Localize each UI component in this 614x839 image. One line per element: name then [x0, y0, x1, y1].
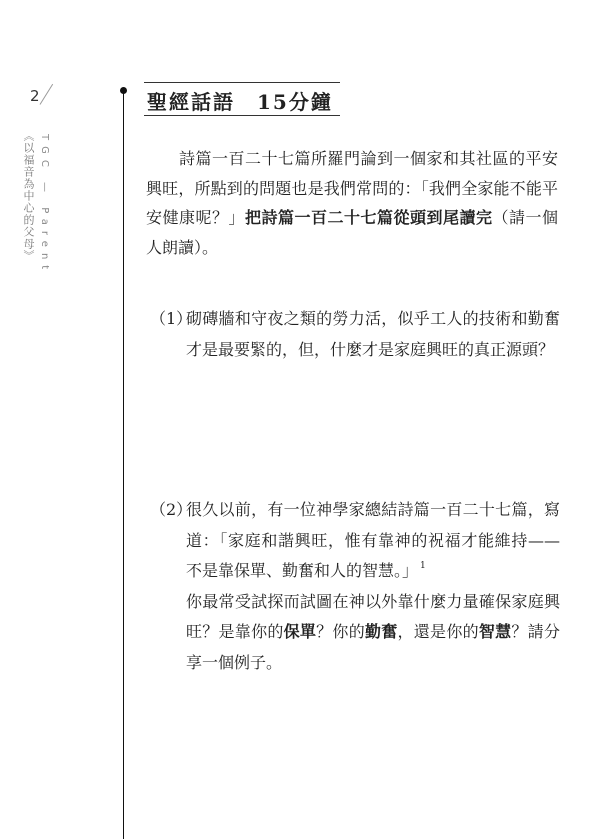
- question-2-quote-text: 很久以前，有一位神學家總結詩篇一百二十七篇，寫道：「家庭和諧興旺，惟有靠神的祝福才能維持——不是靠保單、勤奮和人的智慧。」: [186, 500, 560, 580]
- page-number: 2: [30, 87, 40, 105]
- question-2-text-d: ？請分享一個例子。: [186, 622, 560, 672]
- footnote-marker: 1: [420, 561, 426, 571]
- intro-paragraph: [146, 144, 558, 262]
- sidebar-series-title: TGC — Parent: [39, 134, 50, 276]
- intro-note: （請一個人朗讀）。: [146, 208, 558, 257]
- question-2-quote: [186, 495, 560, 587]
- question-1-number: （1）: [150, 309, 193, 328]
- question-2-keyword-diligence: 勤奮: [364, 622, 398, 641]
- question-2-keyword-insurance: 保單: [283, 622, 317, 641]
- section-heading-text: [147, 86, 333, 115]
- question-2-text-a: 你最常受試探而試圖在神以外靠什麼力量確保家庭興旺？是靠你的: [186, 591, 560, 641]
- question-1: [150, 304, 560, 365]
- section-heading: [144, 82, 340, 116]
- question-2-text-b: ？你的: [316, 622, 365, 641]
- section-title: 聖經話語: [147, 90, 235, 114]
- question-2: [150, 495, 560, 678]
- question-2-text-c: ，還是你的: [397, 622, 479, 641]
- question-2-keyword-wisdom: 智慧: [478, 622, 512, 641]
- sidebar-book-title: 《以福音為中心的父母》: [22, 130, 35, 262]
- question-2-number: （2）: [150, 500, 193, 519]
- question-2-text: [186, 587, 560, 679]
- question-1-text: 砌磚牆和守夜之類的勞力活，似乎工人的技術和勤奮才是最要緊的，但，什麼才是家庭興旺的真正源頭？: [186, 309, 560, 359]
- section-duration: 15分鐘: [257, 90, 333, 114]
- margin-rule: [123, 92, 124, 839]
- margin-rule-dot: [120, 87, 127, 94]
- intro-instruction: 把詩篇一百二十七篇從頭到尾讀完: [245, 208, 493, 227]
- page-number-divider: [40, 84, 54, 105]
- intro-text: 詩篇一百二十七篇所羅門論到一個家和其社區的平安興旺，所點到的問題也是我們常問的：「我們全家能不能平安健康呢？」: [146, 149, 558, 227]
